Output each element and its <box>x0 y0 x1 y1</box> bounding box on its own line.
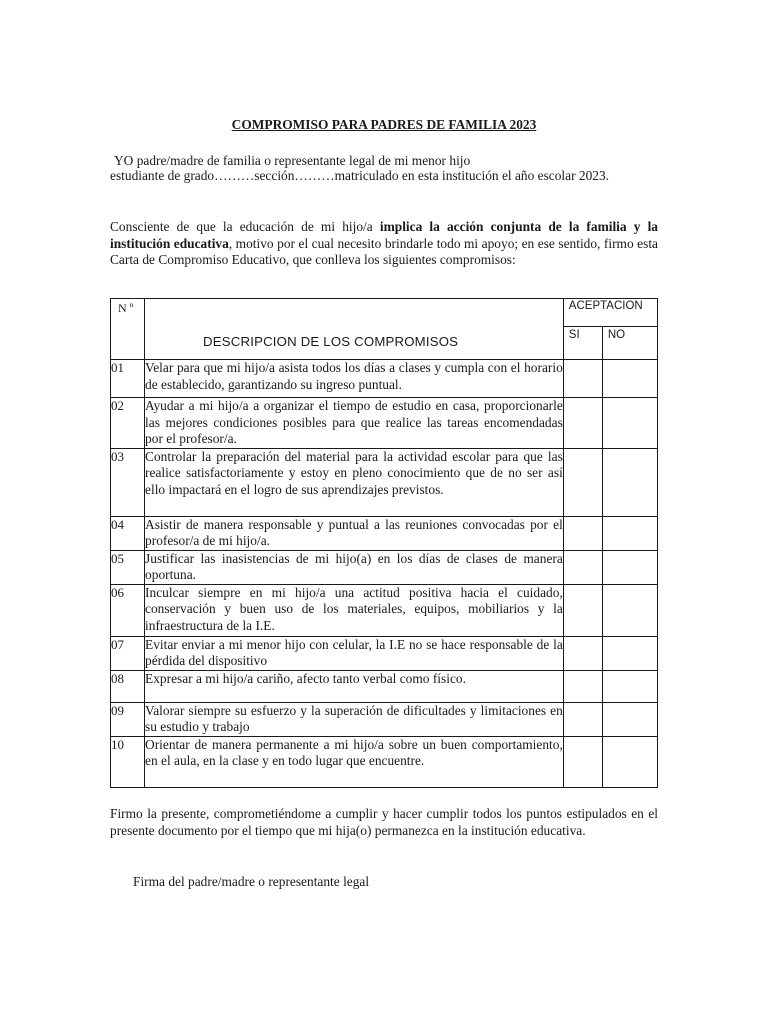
table-row <box>111 670 658 702</box>
no-checkbox-cell[interactable] <box>602 736 657 787</box>
table-row <box>111 360 658 398</box>
header-si: SI <box>563 327 602 360</box>
si-checkbox-cell[interactable] <box>563 702 602 736</box>
row-description: Valorar siempre su esfuerzo y la superación de dificultades y limitaciones en su estudio y trabajo <box>145 702 563 734</box>
header-no: NO <box>602 327 657 360</box>
paragraph-bold: implica la acción conjunta de la familia y la institución educativa <box>110 219 658 251</box>
header-acceptance: ACEPTACION <box>563 299 657 327</box>
row-number: 02 <box>111 398 145 449</box>
si-checkbox-cell[interactable] <box>563 398 602 449</box>
intro-line-1: YO padre/madre de familia o representante legal de mi menor hijo <box>114 153 471 168</box>
table-row <box>111 448 658 516</box>
table-row <box>111 736 658 787</box>
row-number: 03 <box>111 448 145 516</box>
si-checkbox-cell[interactable] <box>563 448 602 516</box>
row-number: 10 <box>111 736 145 787</box>
si-checkbox-cell[interactable] <box>563 636 602 670</box>
intro-line-2: estudiante de grado………sección………matriculado en esta institución el año escolar 2023. <box>110 168 610 183</box>
row-description: Velar para que mi hijo/a asista todos los días a clases y cumpla con el horario de establecido, garantizando su ingreso puntual. <box>145 360 564 398</box>
row-description: Justificar las inasistencias de mi hijo(a) en los días de clases de manera oportuna. <box>145 550 563 582</box>
row-number: 07 <box>111 636 145 670</box>
si-checkbox-cell[interactable] <box>563 360 602 398</box>
paragraph-prefix: Consciente de que la educación de mi hijo/a <box>110 219 380 234</box>
row-description: Ayudar a mi hijo/a a organizar el tiempo de estudio en casa, proporcionarle las mejores condiciones posibles para que realice las tareas encomendadas por el profesor/a. <box>145 398 563 446</box>
row-number: 09 <box>111 702 145 736</box>
header-description: DESCRIPCION DE LOS COMPROMISOS <box>145 299 564 360</box>
row-number: 05 <box>111 550 145 584</box>
row-number: 06 <box>111 584 145 636</box>
header-number: N º <box>111 299 145 360</box>
no-checkbox-cell[interactable] <box>602 584 657 636</box>
signature-line: Firma del padre/madre o representante legal <box>133 874 370 889</box>
table-row <box>111 636 658 670</box>
row-description: Asistir de manera responsable y puntual a las reuniones convocadas por el profesor/a de mi hijo/a. <box>145 516 563 548</box>
row-description: Orientar de manera permanente a mi hijo/a sobre un buen comportamiento, en el aula, en la clase y en todo lugar que encuentre. <box>145 736 564 787</box>
no-checkbox-cell[interactable] <box>602 550 657 584</box>
table-row <box>111 584 658 636</box>
no-checkbox-cell[interactable] <box>602 448 657 516</box>
si-checkbox-cell[interactable] <box>563 516 602 550</box>
document-title: COMPROMISO PARA PADRES DE FAMILIA 2023 <box>231 117 537 132</box>
si-checkbox-cell[interactable] <box>563 736 602 787</box>
row-description: Controlar la preparación del material para la actividad escolar para que las realice satisfactoriamente y estoy en pleno conocimiento que de no ser así ello impactará en el logro de sus aprendizajes previstos. <box>145 448 564 516</box>
row-number: 04 <box>111 516 145 550</box>
no-checkbox-cell[interactable] <box>602 516 657 550</box>
table-row <box>111 516 658 550</box>
row-number: 01 <box>111 360 145 398</box>
row-description: Expresar a mi hijo/a cariño, afecto tanto verbal como físico. <box>145 670 564 702</box>
paragraph-suffix: , motivo por el cual necesito brindarle todo mi apoyo; en ese sentido, firmo esta Carta de Compromiso Educativo, que conlleva los siguientes compromisos: <box>110 235 658 267</box>
no-checkbox-cell[interactable] <box>602 702 657 736</box>
commitments-table <box>110 298 658 788</box>
no-checkbox-cell[interactable] <box>602 360 657 398</box>
si-checkbox-cell[interactable] <box>563 550 602 584</box>
table-row <box>111 550 658 584</box>
no-checkbox-cell[interactable] <box>602 636 657 670</box>
table-row <box>111 398 658 449</box>
row-description: Evitar enviar a mi menor hijo con celular, la I.E no se hace responsable de la pérdida del dispositivo <box>145 636 563 668</box>
si-checkbox-cell[interactable] <box>563 584 602 636</box>
commitment-paragraph <box>110 219 658 269</box>
si-checkbox-cell[interactable] <box>563 670 602 702</box>
row-description: Inculcar siempre en mi hijo/a una actitud positiva hacia el cuidado, conservación y buen uso de los materiales, equipos, mobiliarios y la infraestructura de la I.E. <box>145 584 564 636</box>
no-checkbox-cell[interactable] <box>602 670 657 702</box>
row-number: 08 <box>111 670 145 702</box>
table-row <box>111 702 658 736</box>
closing-paragraph: Firmo la presente, comprometiéndome a cumplir y hacer cumplir todos los puntos estipulados en el presente documento por el tiempo que mi hija(o) permanezca en la institución educativa. <box>110 806 658 838</box>
no-checkbox-cell[interactable] <box>602 398 657 449</box>
